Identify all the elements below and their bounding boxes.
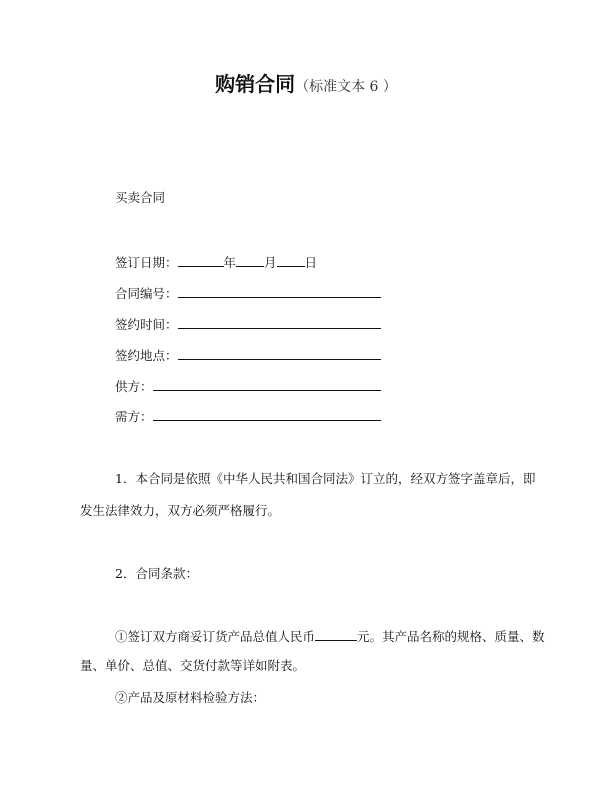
clause2-item1-line2: 量、单价、总值、交货付款等详如附表。: [80, 658, 306, 673]
buyer-label: 需方：: [115, 409, 153, 424]
title-main: 购销合同: [215, 72, 296, 96]
month-blank[interactable]: [236, 254, 264, 267]
clause2-heading: 2．合同条款：: [115, 566, 198, 581]
year-label: 年: [223, 255, 237, 270]
clause1-line1: 1．本合同是依照《中华人民共和国合同法》订立的，经双方签字盖章后，即: [115, 471, 536, 486]
amount-blank[interactable]: [315, 628, 357, 641]
date-row: [115, 254, 317, 271]
sign-time-row: [115, 316, 381, 333]
item1-text-b: 元。其产品名称的规格、质量、数: [357, 629, 545, 644]
day-blank[interactable]: [277, 254, 305, 267]
sign-place-row: [115, 347, 381, 364]
contract-no-row: [115, 285, 381, 302]
buyer-row: [115, 408, 381, 425]
subtitle: 买卖合同: [115, 190, 166, 205]
month-label: 月: [264, 255, 277, 270]
clause1-line2: 发生法律效力，双方必须严格履行。: [80, 503, 281, 518]
sign-time-blank[interactable]: [178, 316, 381, 329]
day-label: 日: [304, 255, 318, 270]
supplier-label: 供方：: [115, 379, 153, 394]
sign-place-blank[interactable]: [178, 347, 381, 360]
clause2-item2: ②产品及原材料检验方法：: [115, 690, 266, 705]
year-blank[interactable]: [178, 254, 224, 267]
supplier-blank[interactable]: [153, 378, 381, 391]
sign-time-label: 签约时间：: [115, 317, 178, 332]
item1-text-a: ①签订双方商妥订货产品总值人民币: [115, 629, 316, 644]
date-label: 签订日期：: [115, 255, 178, 270]
contract-no-blank[interactable]: [178, 285, 381, 298]
buyer-blank[interactable]: [153, 408, 381, 421]
contract-no-label: 合同编号：: [115, 286, 178, 301]
supplier-row: [115, 378, 381, 395]
title-sub: （标准文本 6 ）: [295, 79, 397, 95]
clause2-item1: [115, 628, 545, 645]
document-title: [0, 72, 612, 96]
sign-place-label: 签约地点：: [115, 348, 178, 363]
